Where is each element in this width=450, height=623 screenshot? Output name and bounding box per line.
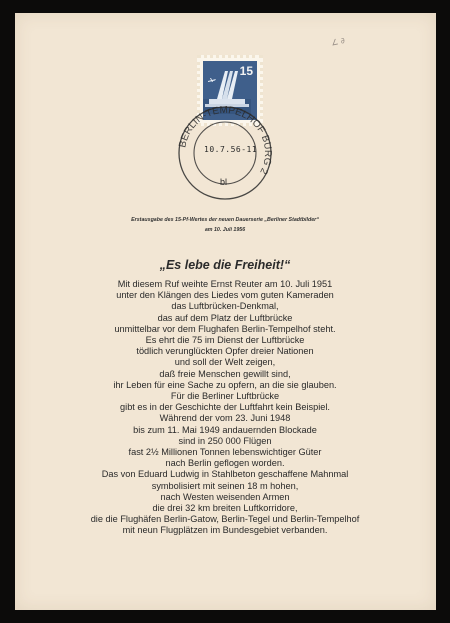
body-line: die die Flughäfen Berlin-Gatow, Berlin-Tegel und Berlin-Tempelhof (90, 514, 360, 525)
body-line: mit neun Flugplätzen im Bundesgebiet verbanden. (122, 525, 328, 536)
body-line: Das von Eduard Ludwig in Stahlbeton geschaffene Mahnmal (101, 469, 349, 480)
body-line: fast 2½ Millionen Tonnen lebenswichtiger Güter (128, 447, 322, 458)
body-line: nach Westen weisenden Armen (160, 491, 290, 502)
stamp-value: 15 (239, 64, 253, 78)
postmark-code: bl (220, 177, 228, 187)
body-line: und soll der Welt zeigen, (174, 357, 276, 368)
postmark-date: 10.7.56-11 (204, 145, 258, 154)
postmark-ring-text: BERLIN-TEMPELHOF BURG 2 (177, 104, 274, 176)
body-line: Während der vom 23. Juni 1948 (159, 413, 291, 424)
body-line: symbolisiert mit seinen 18 m hohen, (151, 480, 299, 491)
body-line: Mit diesem Ruf weihte Ernst Reuter am 10. Juli 1951 (117, 279, 333, 289)
body-line: Es ehrt die 75 im Dienst der Luftbrücke (145, 335, 305, 346)
svg-text:BERLIN-TEMPELHOF BURG 2 (177, 105, 273, 176)
body-line: ihr Leben für eine Sache zu opfern, an die sie glauben. (113, 379, 337, 390)
page-title: „Es lebe die Freiheit!“ (159, 258, 291, 272)
body-line: unter den Klängen des Liedes vom guten Kameraden (116, 290, 334, 301)
body-line: die drei 32 km breiten Luftkorridore, (152, 503, 298, 514)
body-line: unmittelbar vor dem Flughafen Berlin-Tempelhof steht. (114, 323, 336, 334)
body-line: nach Berlin geflogen worden. (165, 458, 285, 469)
body-line: tödlich verunglückten Opfer dreier Nationen (136, 346, 314, 357)
body-line: sind in 250 000 Flügen (178, 435, 272, 446)
pencil-mark: ∠ ∂ (330, 35, 346, 48)
body-line: das auf dem Platz der Luftbrücke (157, 312, 293, 323)
body-line: daß freie Menschen gewillt sind, (159, 368, 291, 379)
body-line: das Luftbrücken-Denkmal, (171, 301, 279, 312)
body-line: bis zum 11. Mai 1949 andauernden Blockade (133, 424, 317, 435)
body-text (30, 279, 420, 537)
caption-line-1: Erstausgabe des 15-Pf-Wertes der neuen Dauerserie „Berliner Stadtbilder“ (131, 217, 319, 223)
caption-line-2: am 10. Juli 1956 (204, 227, 246, 233)
body-line: gibt es in der Geschichte der Luftfahrt kein Beispiel. (120, 402, 330, 413)
body-line: Für die Berliner Luftbrücke (170, 391, 280, 402)
